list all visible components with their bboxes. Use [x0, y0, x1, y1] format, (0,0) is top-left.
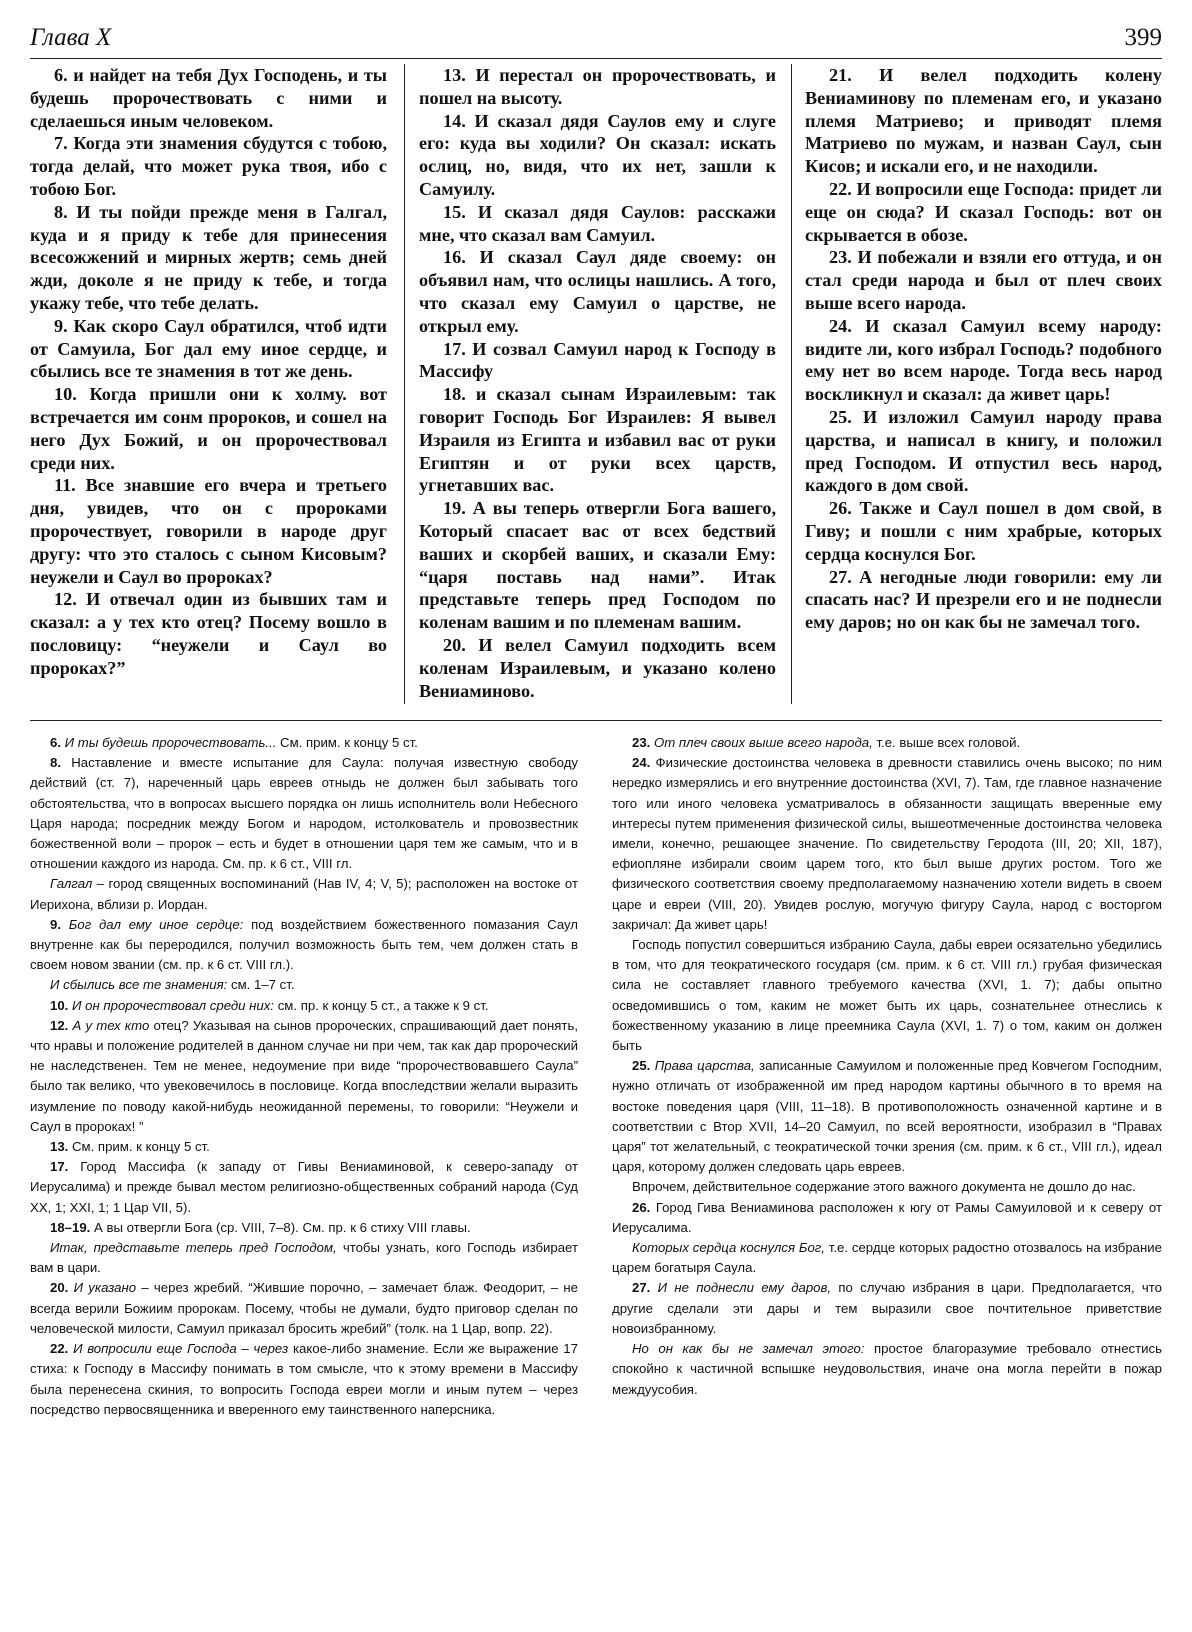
- note-lemma: И не поднесли ему даров,: [657, 1280, 832, 1296]
- verse: 15. И сказал дядя Саулов: расскажи мне, что сказал вам Самуил.: [419, 201, 776, 245]
- note-text: Город Гива Вениаминова расположен к югу от Рамы Самуиловой и к северу от Иерусалима.: [612, 1199, 1162, 1235]
- note-text: см. пр. к концу 5 ст., а также к 9 ст.: [277, 997, 489, 1013]
- commentary-note: [30, 1016, 578, 1137]
- page-number: 399: [1124, 24, 1162, 51]
- commentary-note: [30, 1339, 578, 1420]
- note-text: См. прим. к концу 5 ст.: [72, 1139, 210, 1155]
- note-text: Впрочем, действительное содержание этого важного документа не дошло до нас.: [632, 1179, 1136, 1195]
- commentary-note: [612, 1339, 1162, 1400]
- verse: 9. Как скоро Саул обратился, чтоб идти от Самуила, Бог дал ему иное сердце, и сбылись все те знамения в тот же день.: [30, 315, 387, 382]
- scripture-column-2: [419, 64, 776, 704]
- note-lemma: Которых сердца коснулся Бог,: [632, 1240, 825, 1256]
- verse: 12. И отвечал один из бывших там и сказал: а у тех кто отец? Посему вошло в пословицу: “неужели и Саул во пророках?”: [30, 589, 387, 678]
- note-text: какое-либо знамение. Если же выражение 17 стиха: к Господу в Массифу понимать в том смысле, что к этому времени в Массифу была перенесена скиния, то вопросить Господа евреи могли и иным путем – через посредство первосвященника и вверенного ему таинственного наперсника.: [30, 1341, 578, 1417]
- note-text: Господь попустил совершиться избранию Саула, дабы евреи осязательно убедились в том, что для теократического государя (см. прим. к 6 ст. VIII гл.) грубая физическая сила не составляет главного требуемого качества (XVI, 1. 7); дабы опытно осведомившись о том, каким не может быть их царь, сознательнее отнеслись к божественному указанию в лице преемника Саула (XVI, 1. 7) о том, каким он должен быть: [612, 937, 1162, 1054]
- note-lemma: А у тех кто: [72, 1017, 150, 1033]
- commentary-note: [30, 1137, 578, 1157]
- note-lemma: И указано: [73, 1280, 137, 1296]
- verse: 10. Когда пришли они к холму. вот встречается им сонм пророков, и сошел на него Дух Божий, и он пророчествовал среди них.: [30, 384, 387, 473]
- note-text: Физические достоинства человека в древности ставились очень высоко; по ним нередко измерялись и его внутренние достоинства (XVI, 7). Там, где главное назначение того или иного человека усматривалось в обязанности защищать вверенные ему интересы путем применения физической силы, вышеотмеченные достоинства человека имели, конечно, решающее значение. По свидетельству Геродота (III, 20; XII, 187), ефиопляне избирали своим царем того, кто был выше других ростом. Того же физического соответствия своему предполагаемому назначению хотели видеть в своем царе и евреи (VIII, 20). Увидев рослую, могучую фигуру Саула, народ с восторгом закричал: Да живет царь!: [612, 755, 1162, 932]
- note-lemma: Бог дал ему иное сердце:: [68, 916, 244, 932]
- note-text: отец? Указывая на сынов пророческих, спрашивающий дает понять, что нравы и положение родителей в данном случае ни при чем, так как дар пророческий не наследственен. Тем не менее, недоумение при виде “пророчествовавшего Саула” было так велико, что увековечилось в пословице. Когда впоследствии желали выразить изумление по поводу какой-нибудь неожиданной перемены, то говорили: “Неужели и Саул в пророках! ”: [30, 1017, 578, 1134]
- note-text: записанные Самуилом и положенные пред Ковчегом Господним, нужно отличать от изображенной им пред народом картины обычного в то время на востоке поведения царя (VIII, 11–18). В противоположность означенной картине и в соответствии с Втор XVII, 14–20 Самуил, по всей вероятности, изобразил в “Правах царя” тот желательный, с теократической точки зрения (см. прим. к 6 ст., VIII гл.), идеал царя, которому должен следовать царь евреев.: [612, 1058, 1162, 1175]
- verse: 21. И велел подходить колену Вениаминову по племенам его, и указано племя Матриево; и приводят племя Матриево по мужам, и назван Саул, сын Кисов; и искали его, и не находили.: [805, 65, 1162, 177]
- commentary-note: [612, 1198, 1162, 1238]
- note-lemma: И ты будешь пророчествовать...: [64, 735, 277, 750]
- note-number: 12.: [50, 1017, 69, 1033]
- note-lemma: От плеч своих выше всего народа,: [654, 735, 873, 750]
- note-text: А вы отвергли Бога (ср. VIII, 7–8). См. пр. к 6 стиху VIII главы.: [94, 1219, 471, 1235]
- verse: 24. И сказал Самуил всему народу: видите ли, кого избрал Господь? подобного ему нет во всем народе. Тогда весь народ воскликнул и сказал: да живет царь!: [805, 315, 1162, 405]
- note-number: 9.: [50, 916, 61, 932]
- note-lemma: Галгал: [50, 876, 93, 892]
- note-text: чтобы узнать, кого Господь избирает вам в цари.: [30, 1240, 578, 1276]
- note-text: Город Массифа (к западу от Гивы Вениаминовой, к северо-западу от Иерусалима) и прежде бывал местом религиозно-общественных собраний народа (Суд XX, 1; XXI, 1; 1 Цар VII, 5).: [30, 1159, 578, 1215]
- verse: 17. И созвал Самуил народ к Господу в Массифу: [419, 338, 776, 382]
- note-text: Наставление и вместе испытание для Саула: получая известную свободу действий (ст. 7), нареченный царь евреев отныдь не должен был забывать того обстоятельства, что в вопросах высшего порядка он лишь исполнитель воли Небесного Царя народа; посредник между Богом и народом, истолкователь и провозвестник божественной воли – пророк – есть и будет в отношении царя тем же самым, что и в отношении каждого из народа. См. пр. к 6 ст., VIII гл.: [30, 755, 578, 872]
- chapter-title: Глава X: [30, 24, 112, 51]
- commentary-divider: [30, 720, 1162, 721]
- commentary-column-1: [30, 733, 578, 1613]
- note-text: см. 1–7 ст.: [231, 977, 295, 993]
- note-lemma: Итак, представьте теперь пред Господом,: [50, 1240, 337, 1256]
- verse: 6. и найдет на тебя Дух Господень, и ты будешь пророчествовать с ними и сделаешься иным человеком.: [30, 65, 387, 131]
- scripture-text: [30, 64, 1162, 704]
- commentary-note: [30, 975, 578, 995]
- verse: 19. А вы теперь отвергли Бога вашего, Который спасает вас от всех бедствий ваших и скорбей ваших, и сказали Ему: “царя поставь над нами”. Итак представьте теперь пред Господом по коленам вашим и по племенам вашим.: [419, 498, 776, 633]
- note-text: См. прим. к концу 5 ст.: [280, 735, 418, 750]
- page-header: [30, 18, 1162, 59]
- note-text: по случаю избрания в цари. Предполагается, что другие сделали эти дары и тем выразили свое почтительное приветствие новоизбранному.: [612, 1280, 1162, 1336]
- note-number: 8.: [50, 755, 61, 771]
- commentary-note: [30, 996, 578, 1016]
- verse: 23. И побежали и взяли его оттуда, и он стал среди народа и был от плеч своих выше всего народа.: [805, 247, 1162, 313]
- commentary-note: [612, 1177, 1162, 1197]
- note-number: 22.: [50, 1341, 69, 1357]
- note-number: 23.: [632, 735, 651, 750]
- commentary: [30, 733, 1162, 1613]
- note-number: 13.: [50, 1139, 69, 1155]
- note-number: 6.: [50, 735, 61, 750]
- column-divider: [791, 64, 792, 704]
- scripture-column-3: [805, 64, 1162, 704]
- commentary-note: [30, 753, 578, 874]
- commentary-note: [612, 1238, 1162, 1278]
- note-text: простое благоразумие требовало отнестись спокойно к частичной вспышке неудовольствия, иначе она могла перейти в пожар междуусобия.: [612, 1341, 1162, 1397]
- commentary-note: [612, 1056, 1162, 1177]
- note-number: 25.: [632, 1058, 651, 1074]
- note-lemma: Но он как бы не замечал этого:: [632, 1341, 865, 1357]
- note-text: – город священных воспоминаний (Нав IV, 4; V, 5); расположен на востоке от Иерихона, вблизи р. Иордан.: [30, 876, 578, 912]
- column-divider: [404, 64, 405, 704]
- commentary-note: [30, 874, 578, 914]
- commentary-note: [30, 1278, 578, 1339]
- verse: 27. А негодные люди говорили: ему ли спасать нас? И презрели его и не поднесли ему даров; но он как бы не замечал того.: [805, 566, 1162, 633]
- note-number: 18–19.: [50, 1219, 91, 1235]
- commentary-note: [612, 935, 1162, 1056]
- commentary-note: [30, 1218, 578, 1238]
- note-lemma: Права царства,: [654, 1058, 755, 1074]
- commentary-note: [30, 915, 578, 976]
- note-number: 27.: [632, 1280, 651, 1296]
- note-text: т.е. выше всех головой.: [876, 735, 1021, 750]
- commentary-note: [612, 1278, 1162, 1339]
- verse: 18. и сказал сынам Израилевым: так говорит Господь Бог Израилев: Я вывел Израиля из Египта и избавил вас от руки Египтян и от руки всех царств, угнетавших вас.: [419, 384, 776, 496]
- commentary-column-2: [612, 733, 1162, 1613]
- verse: 20. И велел Самуил подходить всем коленам Израилевым, и указано колено Вениаминово.: [419, 634, 776, 701]
- note-number: 10.: [50, 997, 69, 1013]
- note-lemma: И сбылись все те знамения:: [50, 977, 228, 993]
- verse: 14. И сказал дядя Саулов ему и слуге его: куда вы ходили? Он сказал: искать ослиц, но, видя, что их нет, зашли к Самуилу.: [419, 110, 776, 199]
- verse: 13. И перестал он пророчествовать, и пошел на высоту.: [419, 65, 776, 108]
- verse: 26. Также и Саул пошел в дом свой, в Гиву; и пошли с ним храбрые, которых сердца коснулся Бог.: [805, 498, 1162, 564]
- verse: 25. И изложил Самуил народу права царства, и написал в книгу, и положил пред Господом. И отпустил весь народ, каждого в дом свой.: [805, 406, 1162, 496]
- note-text: – через жребий. “Жившие порочно, – замечает блаж. Феодорит, – не всегда верили Божиим пророкам. Посему, чтобы не думали, будто приговор сделан по человеческой милости, Самуил приказал бросить жребий” (толк. на 1 Цар, вопр. 22).: [30, 1280, 578, 1336]
- note-lemma: И он пророчествовал среди них:: [72, 997, 275, 1013]
- verse: 11. Все знавшие его вчера и третьего дня, увидев, что он с пророками пророчествует, говорили в народе друг другу: что это сталось с сыном Кисовым? неужели и Саул во пророках?: [30, 475, 387, 587]
- note-number: 24.: [632, 755, 651, 771]
- verse: 22. И вопросили еще Господа: придет ли еще он сюда? И сказал Господь: вот он скрывается в обозе.: [805, 178, 1162, 245]
- verse: 7. Когда эти знамения сбудутся с тобою, тогда делай, что может рука твоя, ибо с тобою Бог.: [30, 133, 387, 199]
- scripture-column-1: [30, 64, 387, 704]
- verse: 8. И ты пойди прежде меня в Галгал, куда и я приду к тебе для принесения всесожжений и мирных жертв; семь дней жди, доколе я не приду к тебе, и тогда укажу тебе, что тебе делать.: [30, 201, 387, 313]
- note-text: под воздействием божественного помазания Саул внутренне как бы переродился, получил возможность быть тем, чем должен стать в своем новом звании (см. пр. к 6 ст. VIII гл.).: [30, 916, 578, 973]
- verse: 16. И сказал Саул дяде своему: он объявил нам, что ослицы нашлись. А того, что сказал ему Самуил о царстве, не открыл ему.: [419, 247, 776, 336]
- note-number: 20.: [50, 1280, 69, 1296]
- commentary-note: [30, 1157, 578, 1218]
- commentary-note: [30, 733, 578, 753]
- commentary-note: [30, 1238, 578, 1278]
- commentary-note: [612, 753, 1162, 935]
- note-number: 26.: [632, 1199, 651, 1215]
- note-text: т.е. сердце которых радостно отозвалось на избрание царем богатыря Саула.: [612, 1240, 1162, 1276]
- note-number: 17.: [50, 1159, 69, 1175]
- commentary-note: [612, 733, 1162, 753]
- note-lemma: И вопросили еще Господа – через: [73, 1341, 289, 1357]
